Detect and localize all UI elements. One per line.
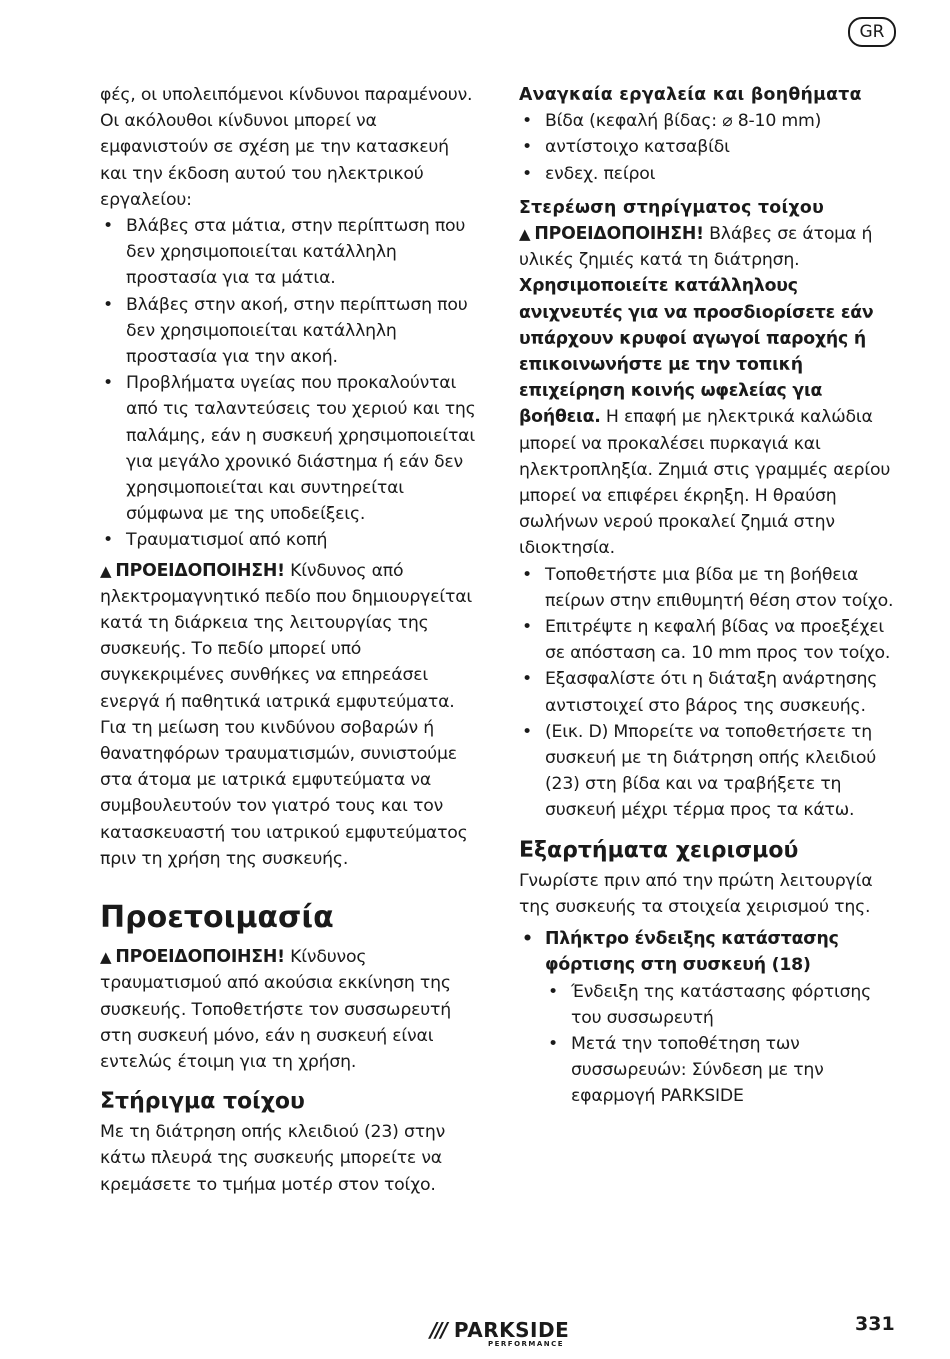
list-item: • αντίστοιχο κατσαβίδι xyxy=(519,134,899,160)
controls-list xyxy=(519,926,899,978)
warning-text: Βλάβες σε άτομα ή υλικές ζημιές κατά τη διάτρηση. xyxy=(519,224,873,271)
list-item: • (Εικ. D) Μπορείτε να τοποθετήσετε τη συσκευή με τη διάτρηση οπής κλειδιού (23) στη βίδα και να τραβήξετε τη συσκευή μέχρι τέρμα προς τα κάτω. xyxy=(519,719,899,824)
emf-warning xyxy=(100,558,480,872)
list-item: • Τοποθετήστε μια βίδα με τη βοήθεια πείρων στην επιθυμητή θέση στον τοίχο. xyxy=(519,562,899,614)
warning-text: Κίνδυνος τραυματισμού από ακούσια εκκίνηση της συσκευής. Τοποθετήστε τον συσσωρευτή στη συσκευή μόνο, εάν η συσκευή είναι εντελώς έτοιμη για τη χρήση. xyxy=(100,947,451,1072)
list-item: • Ένδειξη της κατάστασης φόρτισης του συσσωρευτή xyxy=(545,979,899,1031)
list-item: • Πλήκτρο ένδειξης κατάστασης φόρτισης στη συσκευή (18) xyxy=(519,926,899,978)
tools-list xyxy=(519,108,899,187)
heading-controls: Εξαρτήματα χειρισμού xyxy=(519,837,799,863)
mount-steps-list xyxy=(519,562,899,824)
language-badge: GR xyxy=(848,17,896,47)
list-item: • Εξασφαλίστε ότι η διάταξη ανάρτησης αντιστοιχεί στο βάρος της συσκευής. xyxy=(519,666,899,718)
list-item: • Επιτρέψτε η κεφαλή βίδας να προεξέχει σε απόσταση ca. 10 mm προς τον τοίχο. xyxy=(519,614,899,666)
controls-sub-list xyxy=(545,979,899,1110)
list-item: • ενδεχ. πείροι xyxy=(519,161,899,187)
list-item: • Προβλήματα υγείας που προκαλούνται από τις ταλαντεύσεις του χεριού και της παλάμης, εάν η συσκευή χρησιμοποιείται για μεγάλο χρονικό διάστημα ή εάν δεν χρησιμοποιείται και συντηρείται σύμφωνα με της υποδείξεις. xyxy=(100,370,480,527)
heading-required-tools: Αναγκαία εργαλεία και βοηθήματα xyxy=(519,85,862,105)
warning-text: Κίνδυνος από ηλεκτρομαγνητικό πεδίο που δημιουργείται κατά τη διάρκεια της λειτουργίας της συσκευής. Το πεδίο μπορεί υπό συγκεκριμένες συνθήκες να επηρεάσει ενεργά ή παθητικά ιατρικά εμφυτεύματα. Για τη μείωση του κινδύνου σοβαρών ή θανατηφόρων τραυματισμών, συνιστούμε στα άτομα με ιατρικά εμφυτεύματα να συμβουλευτούν τον γιατρό τους και τον κατασκευαστή του ιατρικού εμφυτεύματος πριν τη χρήση της συσκευής. xyxy=(100,560,473,869)
drilling-warning xyxy=(519,221,899,562)
list-item: • Μετά την τοποθέτηση των συσσωρευών: Σύνδεση με την εφαρμογή PARKSIDE xyxy=(545,1031,899,1110)
warning-label: ΠΡΟΕΙΔΟΠΟΙΗΣΗ! xyxy=(534,224,704,245)
risk-list xyxy=(100,213,480,554)
brand-subtitle: PERFORMANCE xyxy=(488,1340,565,1348)
right-column xyxy=(519,82,899,1110)
list-item: • Βίδα (κεφαλή βίδας: ⌀ 8-10 mm) xyxy=(519,108,899,134)
warning-label: ΠΡΟΕΙΔΟΠΟΙΗΣΗ! xyxy=(115,947,285,968)
page-number: 331 xyxy=(855,1313,895,1335)
warning-bold-text: Χρησιμοποιείτε κατάλληλους ανιχνευτές για να προσδιορίσετε εάν υπάρχουν κρυφοί αγωγοί παροχής ή επικοινωνήστε με την τοπική επιχείρηση κοινής ωφελείας για βοήθεια. xyxy=(519,276,874,428)
warning-label: ΠΡΟΕΙΔΟΠΟΙΗΣΗ! xyxy=(115,560,285,581)
list-item: • Βλάβες στην ακοή, στην περίπτωση που δεν χρησιμοποιείται κατάλληλη προστασία για την ακοή. xyxy=(100,292,480,371)
brand-name: PARKSIDE xyxy=(453,1318,570,1342)
heading-wall-mount: Στήριγμα τοίχου xyxy=(100,1089,305,1115)
intro-paragraph: φές, οι υπολειπόμενοι κίνδυνοι παραμένουν. Οι ακόλουθοι κίνδυνοι μπορεί να εμφανιστούν σε σχέση με την κατασκευή και την έκδοση αυτού του ηλεκτρικού εργαλείου: xyxy=(100,85,473,210)
heading-mount-bracket: Στερέωση στηρίγματος τοίχου xyxy=(519,197,825,218)
parkside-stripes-icon: /// xyxy=(430,1318,446,1342)
wall-mount-text: Με τη διάτρηση οπής κλειδιού (23) στην κάτω πλευρά της συσκευής μπορείτε να κρεμάσετε το τμήμα μοτέρ στον τοίχο. xyxy=(100,1122,446,1195)
controls-intro: Γνωρίστε πριν από την πρώτη λειτουργία της συσκευής τα στοιχεία χειρισμού της. xyxy=(519,870,873,917)
start-warning xyxy=(100,944,480,1075)
list-item: • Βλάβες στα μάτια, στην περίπτωση που δεν χρησιμοποιείται κατάλληλη προστασία για τα μάτια. xyxy=(100,213,480,292)
parkside-logo xyxy=(430,1318,570,1348)
warning-triangle-icon: ▲ xyxy=(100,561,112,580)
left-column xyxy=(100,82,480,1198)
warning-triangle-icon: ▲ xyxy=(100,948,112,967)
warning-triangle-icon: ▲ xyxy=(519,225,531,244)
list-item: • Τραυματισμοί από κοπή xyxy=(100,527,480,553)
warning-rest-text: Η επαφή με ηλεκτρικά καλώδια μπορεί να προκαλέσει πυρκαγιά και ηλεκτροπληξία. Ζημιά στις γραμμές αερίου μπορεί να επιφέρει έκρηξη. Η θραύση σωλήνων νερού προκαλεί ζημιά στην ιδιοκτησία. xyxy=(519,407,891,559)
section-title-preparation: Προετοιμασία xyxy=(100,900,334,936)
